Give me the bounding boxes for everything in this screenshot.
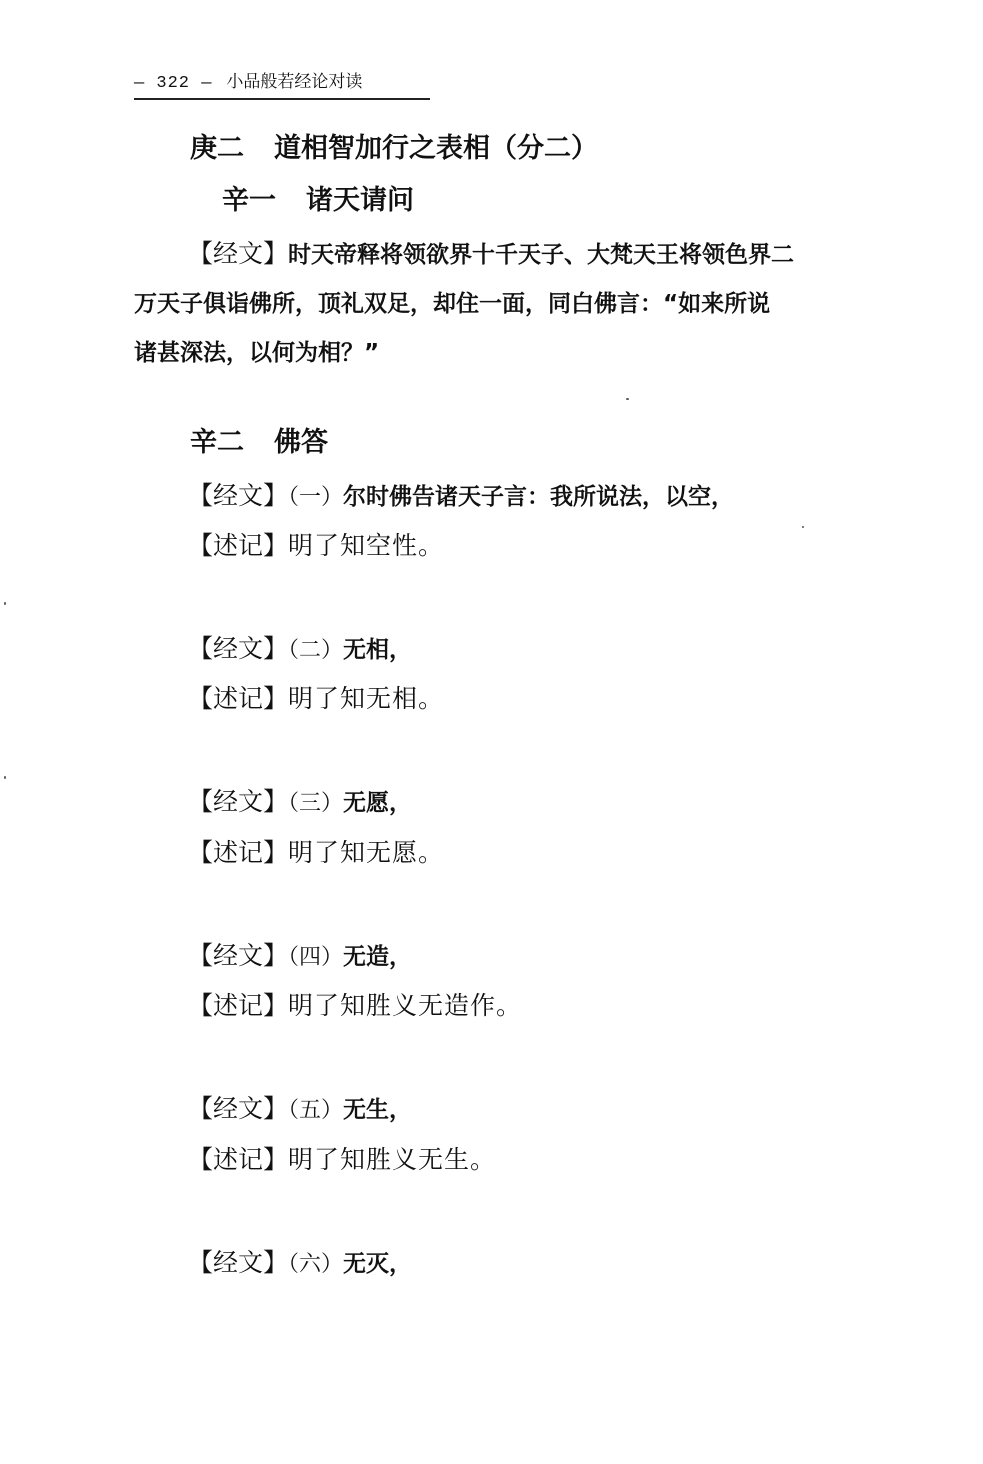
sutra-text: 无灭， [343, 1251, 413, 1277]
section-title: 道相智加行之表相（分二） [274, 133, 598, 164]
section-label: 辛二 [190, 427, 244, 458]
section-label: 辛一 [222, 185, 276, 216]
sutra-text: 无愿， [343, 790, 413, 816]
section-title: 佛答 [274, 427, 328, 458]
commentary-text: 明了知无愿。 [288, 838, 445, 867]
sutra-tag: 【经文】 [188, 787, 289, 816]
sutra-line-5 [188, 1093, 412, 1127]
commentary-tag: 【述记】 [188, 1145, 289, 1174]
sutra-text: 诸甚深法，以何为相？” [134, 340, 380, 366]
book-title: 小品般若经论对读 [226, 72, 363, 92]
sutra-tag: 【经文】 [188, 481, 289, 510]
item-number: （五） [288, 1098, 344, 1123]
sutra-text: 无相， [343, 637, 413, 663]
scan-speck [802, 526, 804, 528]
sutra-line-3 [188, 786, 412, 820]
sutra-text: 时天帝释将领欲界十千天子、大梵天王将领色界二 [288, 242, 795, 268]
sutra-line-1 [188, 480, 734, 514]
sutra-text: 万天子俱诣佛所，顶礼双足，却住一面，同白佛言：“如来所说 [134, 291, 771, 317]
sutra-tag: 【经文】 [188, 941, 289, 970]
intro-line-3 [134, 336, 379, 369]
intro-line-1 [188, 238, 794, 271]
sutra-tag: 【经文】 [188, 1248, 289, 1277]
subsection-heading-xin2 [190, 426, 328, 460]
sutra-text: 无造， [343, 944, 413, 970]
sutra-line-4 [188, 940, 412, 974]
section-heading-geng2 [190, 132, 598, 166]
sutra-tag: 【经文】 [188, 1094, 289, 1123]
commentary-line-2 [188, 683, 444, 715]
commentary-line-4 [188, 990, 522, 1022]
item-number: （三） [288, 791, 344, 816]
commentary-tag: 【述记】 [188, 684, 289, 713]
item-number: （一） [288, 485, 344, 510]
sutra-line-2 [188, 633, 412, 667]
commentary-line-3 [188, 837, 444, 869]
commentary-line-5 [188, 1144, 496, 1176]
commentary-text: 明了知胜义无生。 [288, 1145, 497, 1174]
commentary-tag: 【述记】 [188, 838, 289, 867]
page-number: — 322 — [134, 74, 213, 93]
intro-line-2 [134, 287, 770, 320]
running-header [134, 68, 430, 100]
commentary-line-1 [188, 530, 444, 562]
commentary-text: 明了知胜义无造作。 [288, 991, 523, 1020]
sutra-text: 尔时佛告诸天子言：我所说法，以空， [343, 484, 735, 510]
subsection-heading-xin1 [222, 184, 414, 218]
section-label: 庚二 [190, 133, 244, 164]
commentary-text: 明了知无相。 [288, 684, 445, 713]
sutra-tag: 【经文】 [188, 634, 289, 663]
commentary-tag: 【述记】 [188, 991, 289, 1020]
section-title: 诸天请问 [306, 185, 414, 216]
commentary-text: 明了知空性。 [288, 531, 445, 560]
scan-speck [626, 398, 629, 400]
item-number: （四） [288, 945, 344, 970]
item-number: （六） [288, 1252, 344, 1277]
commentary-tag: 【述记】 [188, 531, 289, 560]
sutra-text: 无生， [343, 1097, 413, 1123]
scan-speck [4, 602, 6, 605]
item-number: （二） [288, 638, 344, 663]
sutra-line-6 [188, 1247, 412, 1281]
sutra-tag: 【经文】 [188, 239, 289, 268]
scan-speck [4, 776, 6, 779]
